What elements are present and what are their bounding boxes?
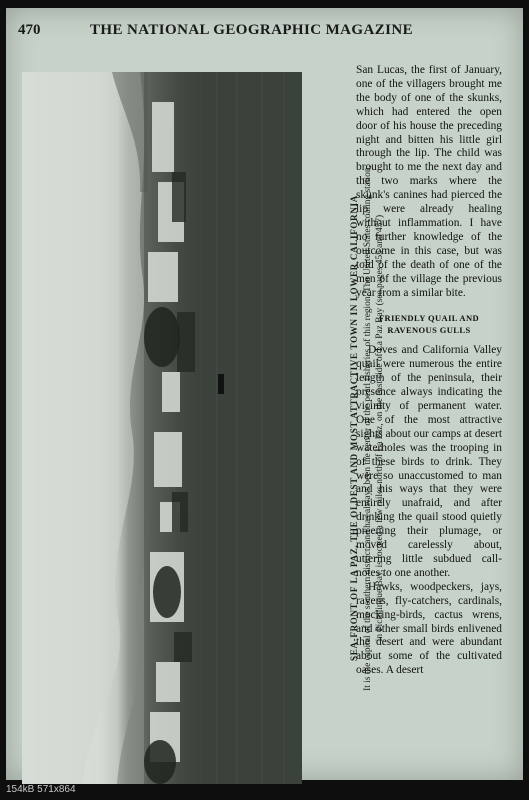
image-file-info: 154kB 571x864	[6, 784, 76, 795]
article-paragraph-3: Hawks, woodpeckers, jays, ravens, fly-catchers, cardinals, mocking-birds, cactus wrens, and other small birds enlivened the desert and were abundant about some of the cultivated oases. A desert	[356, 580, 502, 677]
page-number: 470	[18, 22, 41, 38]
seafront-photograph	[22, 72, 302, 784]
photo-caption	[308, 72, 385, 784]
caption-line-1: It is the capital of the southern district, and has always been the center of the pearl fisheries of this region. The United States coaling station,	[363, 165, 373, 691]
caption-line-2: in Pichilinque Bay, is located a few miles north of La Paz, on the east side of La Paz Bay (see pages 455 and 457)	[375, 214, 385, 642]
magazine-title: THE NATIONAL GEOGRAPHIC MAGAZINE	[90, 22, 413, 38]
section-heading	[356, 312, 502, 336]
article-paragraph-1: San Lucas, the first of January, one of the villagers brought me the body of one of the skunks, which had entered the open door of his house the preceding night and bitten his little girl through the lip. The child was brought to me the next day and the two marks where the skunk's canines had pierced the lip were already healing without inflammation. I have no further knowledge of the outcome in this case, but was told of the death of one of the men of the village the previous year from a similar bite.	[356, 64, 502, 299]
section-heading-line-1: FRIENDLY QUAIL AND	[378, 313, 480, 324]
photo-illustration	[22, 72, 302, 784]
article-paragraph-2: Doves and California Valley quail were numerous the entire length of the peninsula, their presence always indicating the vicinity of permanent water. One of the most attractive sights about our camps at desert waterholes was the trooping in of these birds to drink. They were so unaccustomed to man and his ways that they were entirely unafraid, and after drinking the quail stood quietly preening their plumage, or moved carelessly about, uttering little subdued call-notes to one another.	[356, 344, 502, 579]
photo-figure	[22, 64, 385, 784]
magazine-page	[6, 8, 523, 780]
section-heading-line-2: RAVENOUS GULLS	[387, 325, 471, 336]
article-column	[356, 64, 502, 678]
page-header	[6, 22, 523, 46]
caption-title: SEA-FRONT OF LA PAZ, THE OLDEST AND MOST ATTRACTIVE TOWN IN LOWER CALIFORNIA	[349, 195, 359, 661]
